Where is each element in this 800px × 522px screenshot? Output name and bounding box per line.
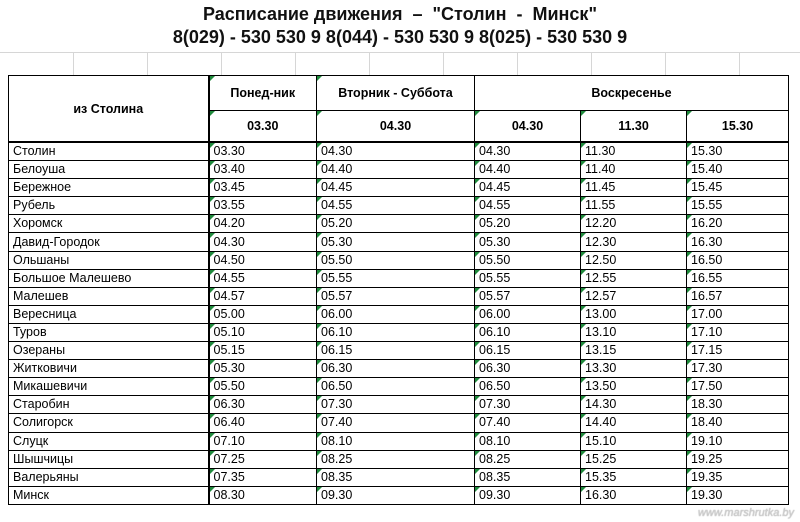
time-cell: 04.40	[475, 161, 581, 179]
stop-name: Рубель	[9, 197, 209, 215]
table-row	[9, 360, 789, 378]
time-cell: 04.30	[209, 233, 317, 251]
time-cell: 08.25	[317, 450, 475, 468]
table-row	[9, 269, 789, 287]
time-cell: 06.30	[209, 396, 317, 414]
table-row	[9, 378, 789, 396]
time-cell: 06.30	[475, 360, 581, 378]
time-cell: 05.55	[475, 269, 581, 287]
table-row	[9, 323, 789, 341]
stop-name: Шышчицы	[9, 450, 209, 468]
time-cell: 11.45	[581, 179, 687, 197]
group-header-sunday: Воскресенье	[475, 76, 789, 111]
time-cell: 05.10	[209, 323, 317, 341]
time-cell: 13.50	[581, 378, 687, 396]
stop-name: Малешев	[9, 287, 209, 305]
time-cell: 17.15	[687, 342, 789, 360]
table-row	[9, 161, 789, 179]
time-cell: 09.30	[317, 486, 475, 504]
time-cell: 11.55	[581, 197, 687, 215]
time-cell: 05.55	[317, 269, 475, 287]
stop-name: Микашевичи	[9, 378, 209, 396]
sheet-gridlines	[0, 52, 800, 75]
stop-name: Старобин	[9, 396, 209, 414]
time-cell: 14.30	[581, 396, 687, 414]
time-cell: 06.10	[475, 323, 581, 341]
table-row	[9, 305, 789, 323]
time-cell: 06.15	[475, 342, 581, 360]
time-cell: 05.30	[475, 233, 581, 251]
time-cell: 15.35	[581, 468, 687, 486]
time-cell: 12.20	[581, 215, 687, 233]
time-cell: 07.40	[475, 414, 581, 432]
stop-name: Столин	[9, 142, 209, 161]
time-cell: 06.30	[317, 360, 475, 378]
time-cell: 19.10	[687, 432, 789, 450]
time-cell: 05.30	[209, 360, 317, 378]
time-cell: 07.35	[209, 468, 317, 486]
time-cell: 16.55	[687, 269, 789, 287]
table-row	[9, 396, 789, 414]
time-cell: 07.30	[317, 396, 475, 414]
time-cell: 05.57	[475, 287, 581, 305]
time-cell: 06.00	[317, 305, 475, 323]
time-cell: 04.45	[475, 179, 581, 197]
time-cell: 15.55	[687, 197, 789, 215]
time-cell: 17.00	[687, 305, 789, 323]
stop-name: Хоромск	[9, 215, 209, 233]
schedule-title: Расписание движения – "Столин - Минск"	[203, 4, 597, 24]
time-cell: 03.40	[209, 161, 317, 179]
time-cell: 05.30	[317, 233, 475, 251]
departure-header: 03.30	[209, 111, 317, 143]
table-row	[9, 287, 789, 305]
table-row	[9, 468, 789, 486]
time-cell: 13.00	[581, 305, 687, 323]
time-cell: 04.55	[475, 197, 581, 215]
time-cell: 04.30	[475, 142, 581, 161]
time-cell: 04.20	[209, 215, 317, 233]
table-row	[9, 432, 789, 450]
time-cell: 16.20	[687, 215, 789, 233]
table-row	[9, 414, 789, 432]
time-cell: 06.40	[209, 414, 317, 432]
time-cell: 17.10	[687, 323, 789, 341]
stop-name: Большое Малешево	[9, 269, 209, 287]
time-cell: 05.15	[209, 342, 317, 360]
departure-header: 15.30	[687, 111, 789, 143]
time-cell: 04.57	[209, 287, 317, 305]
time-cell: 05.57	[317, 287, 475, 305]
time-cell: 16.30	[581, 486, 687, 504]
time-cell: 15.10	[581, 432, 687, 450]
time-cell: 07.10	[209, 432, 317, 450]
stop-name: Солигорск	[9, 414, 209, 432]
stop-name: Давид-Городок	[9, 233, 209, 251]
time-cell: 04.50	[209, 251, 317, 269]
table-row	[9, 233, 789, 251]
time-cell: 04.55	[317, 197, 475, 215]
time-cell: 19.25	[687, 450, 789, 468]
table-row	[9, 450, 789, 468]
time-cell: 16.30	[687, 233, 789, 251]
time-cell: 05.50	[209, 378, 317, 396]
time-cell: 05.20	[475, 215, 581, 233]
stop-name: Ольшаны	[9, 251, 209, 269]
time-cell: 08.10	[475, 432, 581, 450]
table-row	[9, 486, 789, 504]
time-cell: 12.30	[581, 233, 687, 251]
schedule-table	[8, 75, 789, 505]
table-row	[9, 215, 789, 233]
time-cell: 13.10	[581, 323, 687, 341]
table-row	[9, 197, 789, 215]
time-cell: 14.40	[581, 414, 687, 432]
time-cell: 08.35	[317, 468, 475, 486]
time-cell: 17.30	[687, 360, 789, 378]
time-cell: 05.00	[209, 305, 317, 323]
time-cell: 04.45	[317, 179, 475, 197]
time-cell: 08.10	[317, 432, 475, 450]
departure-header: 04.30	[317, 111, 475, 143]
time-cell: 06.50	[317, 378, 475, 396]
time-cell: 16.50	[687, 251, 789, 269]
time-cell: 04.40	[317, 161, 475, 179]
time-cell: 11.40	[581, 161, 687, 179]
time-cell: 03.45	[209, 179, 317, 197]
time-cell: 08.25	[475, 450, 581, 468]
time-cell: 09.30	[475, 486, 581, 504]
stop-name: Белоуша	[9, 161, 209, 179]
time-cell: 17.50	[687, 378, 789, 396]
time-cell: 05.50	[317, 251, 475, 269]
time-cell: 04.30	[317, 142, 475, 161]
time-cell: 15.25	[581, 450, 687, 468]
time-cell: 06.10	[317, 323, 475, 341]
stop-name: Бережное	[9, 179, 209, 197]
time-cell: 07.40	[317, 414, 475, 432]
table-row	[9, 251, 789, 269]
time-cell: 11.30	[581, 142, 687, 161]
stop-name: Житковичи	[9, 360, 209, 378]
time-cell: 03.30	[209, 142, 317, 161]
time-cell: 06.00	[475, 305, 581, 323]
time-cell: 12.50	[581, 251, 687, 269]
watermark: www.marshrutka.by	[698, 507, 794, 519]
stop-name: Вересница	[9, 305, 209, 323]
table-row	[9, 342, 789, 360]
time-cell: 12.57	[581, 287, 687, 305]
departure-header: 04.30	[475, 111, 581, 143]
time-cell: 08.35	[475, 468, 581, 486]
time-cell: 13.15	[581, 342, 687, 360]
time-cell: 05.50	[475, 251, 581, 269]
time-cell: 06.15	[317, 342, 475, 360]
time-cell: 07.25	[209, 450, 317, 468]
time-cell: 12.55	[581, 269, 687, 287]
origin-header: из Столина	[9, 76, 209, 143]
stop-name: Валерьяны	[9, 468, 209, 486]
time-cell: 06.50	[475, 378, 581, 396]
departure-header: 11.30	[581, 111, 687, 143]
time-cell: 13.30	[581, 360, 687, 378]
time-cell: 16.57	[687, 287, 789, 305]
time-cell: 07.30	[475, 396, 581, 414]
time-cell: 05.20	[317, 215, 475, 233]
time-cell: 04.55	[209, 269, 317, 287]
table-row	[9, 142, 789, 161]
group-header-tue-sat: Вторник - Суббота	[317, 76, 475, 111]
time-cell: 18.40	[687, 414, 789, 432]
time-cell: 15.30	[687, 142, 789, 161]
time-cell: 19.35	[687, 468, 789, 486]
time-cell: 15.40	[687, 161, 789, 179]
table-row	[9, 179, 789, 197]
time-cell: 19.30	[687, 486, 789, 504]
stop-name: Минск	[9, 486, 209, 504]
phone-numbers: 8(029) - 530 530 9 8(044) - 530 530 9 8(025) - 530 530 9	[172, 27, 628, 47]
stop-name: Туров	[9, 323, 209, 341]
group-header-monday: Понед-ник	[209, 76, 317, 111]
time-cell: 03.55	[209, 197, 317, 215]
time-cell: 18.30	[687, 396, 789, 414]
stop-name: Слуцк	[9, 432, 209, 450]
stop-name: Озераны	[9, 342, 209, 360]
time-cell: 15.45	[687, 179, 789, 197]
time-cell: 08.30	[209, 486, 317, 504]
